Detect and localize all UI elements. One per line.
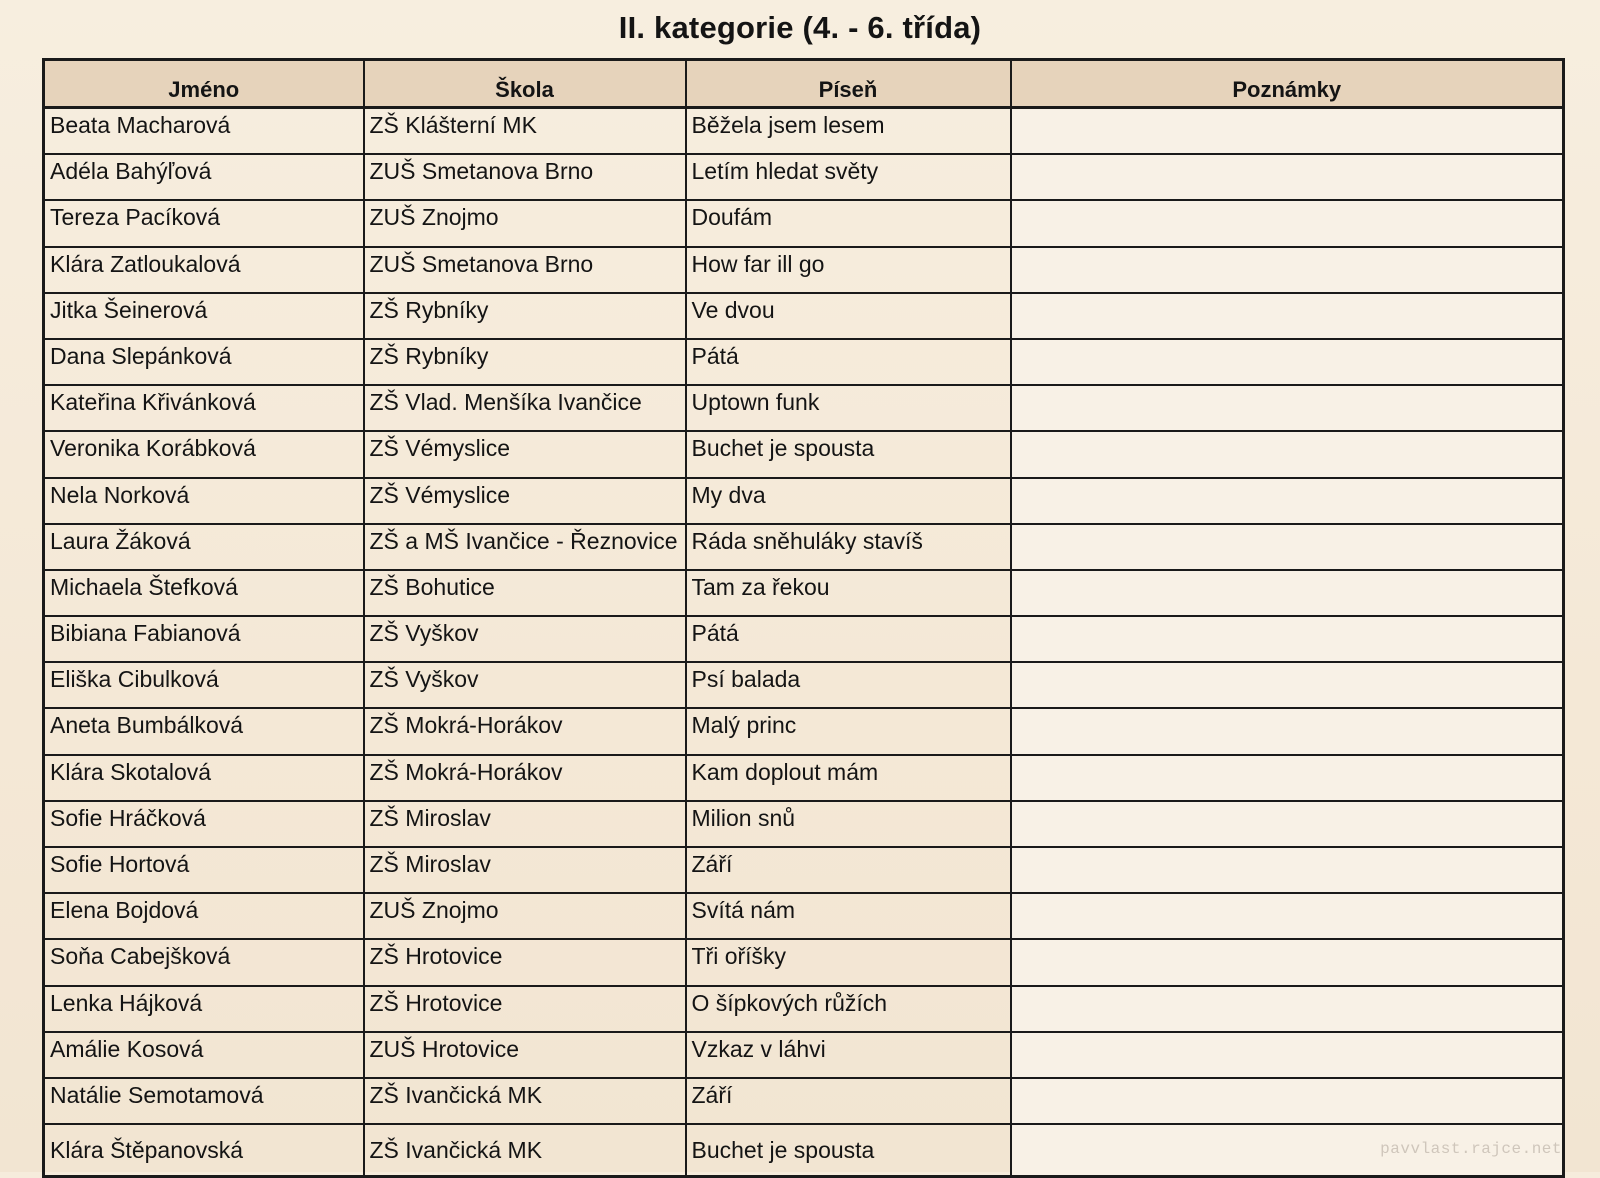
cell-school: ZŠ Miroslav xyxy=(364,801,686,847)
cell-name: Beata Macharová xyxy=(44,108,364,155)
document-title: II. kategorie (4. - 6. třída) xyxy=(618,10,982,45)
cell-name: Bibiana Fabianová xyxy=(44,616,364,662)
cell-name: Elena Bojdová xyxy=(44,893,364,939)
cell-song: Tam za řekou xyxy=(686,570,1011,616)
cell-notes xyxy=(1011,431,1564,477)
cell-school: ZUŠ Znojmo xyxy=(364,893,686,939)
cell-name: Jitka Šeinerová xyxy=(44,293,364,339)
cell-name: Aneta Bumbálková xyxy=(44,708,364,754)
table-row xyxy=(44,524,1564,570)
cell-notes xyxy=(1011,847,1564,893)
cell-school: ZŠ a MŠ Ivančice - Řeznovice xyxy=(364,524,686,570)
table-body xyxy=(44,108,1564,1177)
table-row xyxy=(44,293,1564,339)
cell-song: My dva xyxy=(686,478,1011,524)
table-row xyxy=(44,801,1564,847)
table-row xyxy=(44,1032,1564,1078)
cell-song: Malý princ xyxy=(686,708,1011,754)
cell-notes xyxy=(1011,893,1564,939)
cell-name: Sofie Hortová xyxy=(44,847,364,893)
cell-song: Vzkaz v láhvi xyxy=(686,1032,1011,1078)
cell-name: Laura Žáková xyxy=(44,524,364,570)
cell-song: Buchet je spousta xyxy=(686,431,1011,477)
cell-name: Amálie Kosová xyxy=(44,1032,364,1078)
table-row xyxy=(44,1124,1564,1177)
column-header-school: Škola xyxy=(364,60,686,108)
cell-notes xyxy=(1011,1032,1564,1078)
column-header-song: Píseň xyxy=(686,60,1011,108)
cell-school: ZŠ Ivančická MK xyxy=(364,1078,686,1124)
cell-song: Psí balada xyxy=(686,662,1011,708)
cell-notes xyxy=(1011,708,1564,754)
cell-name: Veronika Korábková xyxy=(44,431,364,477)
cell-song: Září xyxy=(686,847,1011,893)
cell-school: ZŠ Vlad. Menšíka Ivančice xyxy=(364,385,686,431)
cell-name: Klára Skotalová xyxy=(44,755,364,801)
table-row xyxy=(44,616,1564,662)
cell-school: ZŠ Hrotovice xyxy=(364,986,686,1032)
cell-school: ZŠ Mokrá-Horákov xyxy=(364,755,686,801)
cell-school: ZŠ Hrotovice xyxy=(364,939,686,985)
cell-notes xyxy=(1011,385,1564,431)
cell-song: Tři oříšky xyxy=(686,939,1011,985)
cell-notes xyxy=(1011,108,1564,155)
table-row xyxy=(44,662,1564,708)
cell-notes xyxy=(1011,986,1564,1032)
cell-name: Lenka Hájková xyxy=(44,986,364,1032)
cell-notes xyxy=(1011,570,1564,616)
cell-notes xyxy=(1011,293,1564,339)
cell-name: Klára Zatloukalová xyxy=(44,247,364,293)
cell-song: Letím hledat světy xyxy=(686,154,1011,200)
cell-notes xyxy=(1011,524,1564,570)
cell-song: Běžela jsem lesem xyxy=(686,108,1011,155)
table-row xyxy=(44,939,1564,985)
table-row xyxy=(44,1078,1564,1124)
cell-school: ZŠ Vyškov xyxy=(364,662,686,708)
cell-notes xyxy=(1011,939,1564,985)
cell-school: ZUŠ Znojmo xyxy=(364,200,686,246)
cell-song: Buchet je spousta xyxy=(686,1124,1011,1177)
cell-notes xyxy=(1011,801,1564,847)
cell-song: Září xyxy=(686,1078,1011,1124)
cell-notes xyxy=(1011,339,1564,385)
cell-song: Ráda sněhuláky stavíš xyxy=(686,524,1011,570)
cell-name: Kateřina Křivánková xyxy=(44,385,364,431)
cell-notes xyxy=(1011,247,1564,293)
cell-song: O šípkových růžích xyxy=(686,986,1011,1032)
table-row xyxy=(44,478,1564,524)
cell-song: Pátá xyxy=(686,616,1011,662)
cell-school: ZŠ Bohutice xyxy=(364,570,686,616)
cell-school: ZŠ Mokrá-Horákov xyxy=(364,708,686,754)
cell-name: Adéla Bahýľová xyxy=(44,154,364,200)
cell-name: Soňa Cabejšková xyxy=(44,939,364,985)
column-header-name: Jméno xyxy=(44,60,364,108)
table-row xyxy=(44,893,1564,939)
cell-name: Sofie Hráčková xyxy=(44,801,364,847)
cell-name: Klára Štěpanovská xyxy=(44,1124,364,1177)
cell-school: ZŠ Rybníky xyxy=(364,339,686,385)
watermark: pavvlast.rajce.net xyxy=(1380,1140,1562,1158)
cell-school: ZŠ Vyškov xyxy=(364,616,686,662)
cell-name: Nela Norková xyxy=(44,478,364,524)
table-row xyxy=(44,570,1564,616)
cell-song: Doufám xyxy=(686,200,1011,246)
cell-school: ZŠ Vémyslice xyxy=(364,431,686,477)
table-row xyxy=(44,200,1564,246)
cell-name: Tereza Pacíková xyxy=(44,200,364,246)
cell-notes xyxy=(1011,755,1564,801)
cell-notes xyxy=(1011,1078,1564,1124)
cell-name: Eliška Cibulková xyxy=(44,662,364,708)
table-row xyxy=(44,708,1564,754)
table-row xyxy=(44,847,1564,893)
cell-school: ZŠ Klášterní MK xyxy=(364,108,686,155)
table-row xyxy=(44,339,1564,385)
table-row xyxy=(44,108,1564,155)
cell-school: ZUŠ Smetanova Brno xyxy=(364,247,686,293)
cell-name: Natálie Semotamová xyxy=(44,1078,364,1124)
cell-song: Uptown funk xyxy=(686,385,1011,431)
table-row xyxy=(44,755,1564,801)
cell-notes xyxy=(1011,200,1564,246)
cell-school: ZŠ Ivančická MK xyxy=(364,1124,686,1177)
cell-song: Svítá nám xyxy=(686,893,1011,939)
cell-name: Dana Slepánková xyxy=(44,339,364,385)
table-row xyxy=(44,385,1564,431)
column-header-notes: Poznámky xyxy=(1011,60,1564,108)
cell-notes xyxy=(1011,478,1564,524)
cell-song: Pátá xyxy=(686,339,1011,385)
cell-notes xyxy=(1011,616,1564,662)
cell-song: Ve dvou xyxy=(686,293,1011,339)
table-row xyxy=(44,431,1564,477)
table-header-row xyxy=(44,60,1564,108)
cell-notes xyxy=(1011,154,1564,200)
table-row xyxy=(44,247,1564,293)
cell-song: How far ill go xyxy=(686,247,1011,293)
cell-school: ZŠ Vémyslice xyxy=(364,478,686,524)
cell-song: Milion snů xyxy=(686,801,1011,847)
table-row xyxy=(44,154,1564,200)
cell-school: ZUŠ Hrotovice xyxy=(364,1032,686,1078)
cell-school: ZUŠ Smetanova Brno xyxy=(364,154,686,200)
cell-school: ZŠ Rybníky xyxy=(364,293,686,339)
table-row xyxy=(44,986,1564,1032)
cell-school: ZŠ Miroslav xyxy=(364,847,686,893)
cell-notes xyxy=(1011,662,1564,708)
cell-song: Kam doplout mám xyxy=(686,755,1011,801)
cell-name: Michaela Štefková xyxy=(44,570,364,616)
participants-table xyxy=(42,58,1565,1178)
